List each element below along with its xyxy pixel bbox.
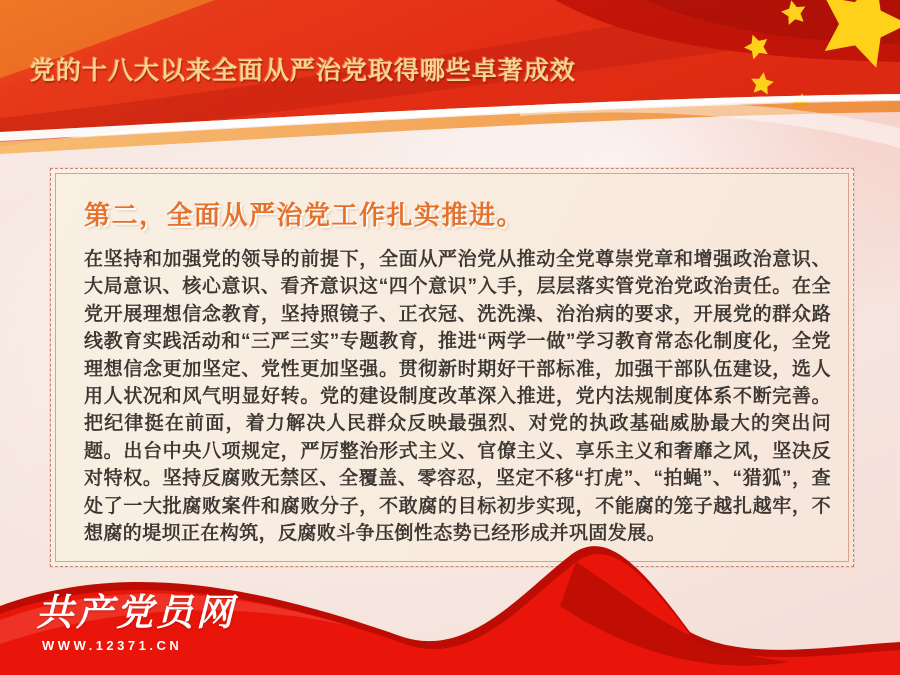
card-body-text: 在坚持和加强党的领导的前提下，全面从严治党从推动全党尊崇党章和增强政治意识、大局意识、核心意识、看齐意识这“四个意识”入手，层层落实管党治党政治责任。在全党开展理想信念教育，坚持照镜子、正衣冠、洗洗澡、治治病的要求，开展党的群众路线教育实践活动和“三严三实”专题教育，推进“两学一做”学习教育常态化制度化，全党理想信念更加坚定、党性更加坚强。贯彻新时期好干部标准，加强干部队伍建设，选人用人状况和风气明显好转。党的建设制度改革深入推进，党内法规制度体系不断完善。把纪律挺在前面，着力解决人民群众反映最强烈、对党的执政基础威胁最大的突出问题。出台中央八项规定，严厉整治形式主义、官僚主义、享乐主义和奢靡之风，坚决反对特权。坚持反腐败无禁区、全覆盖、零容忍，坚定不移“打虎”、“拍蝇”、“猎狐”，查处了一大批腐败案件和腐败分子，不敢腐的目标初步实现，不能腐的笼子越扎越牢，不想腐的堤坝正在构筑，反腐败斗争压倒性态势已经形成并巩固发展。 xyxy=(84,249,831,545)
page-title: 党的十八大以来全面从严治党取得哪些卓著成效 xyxy=(30,57,577,85)
site-url: WWW.12371.CN xyxy=(42,638,183,653)
site-logo xyxy=(36,594,236,653)
content-card xyxy=(50,168,854,567)
card-heading: 第二，全面从严治党工作扎实推进。 xyxy=(84,200,525,230)
site-logo-text: 共产党员网 xyxy=(36,593,236,634)
card-content xyxy=(84,195,831,547)
